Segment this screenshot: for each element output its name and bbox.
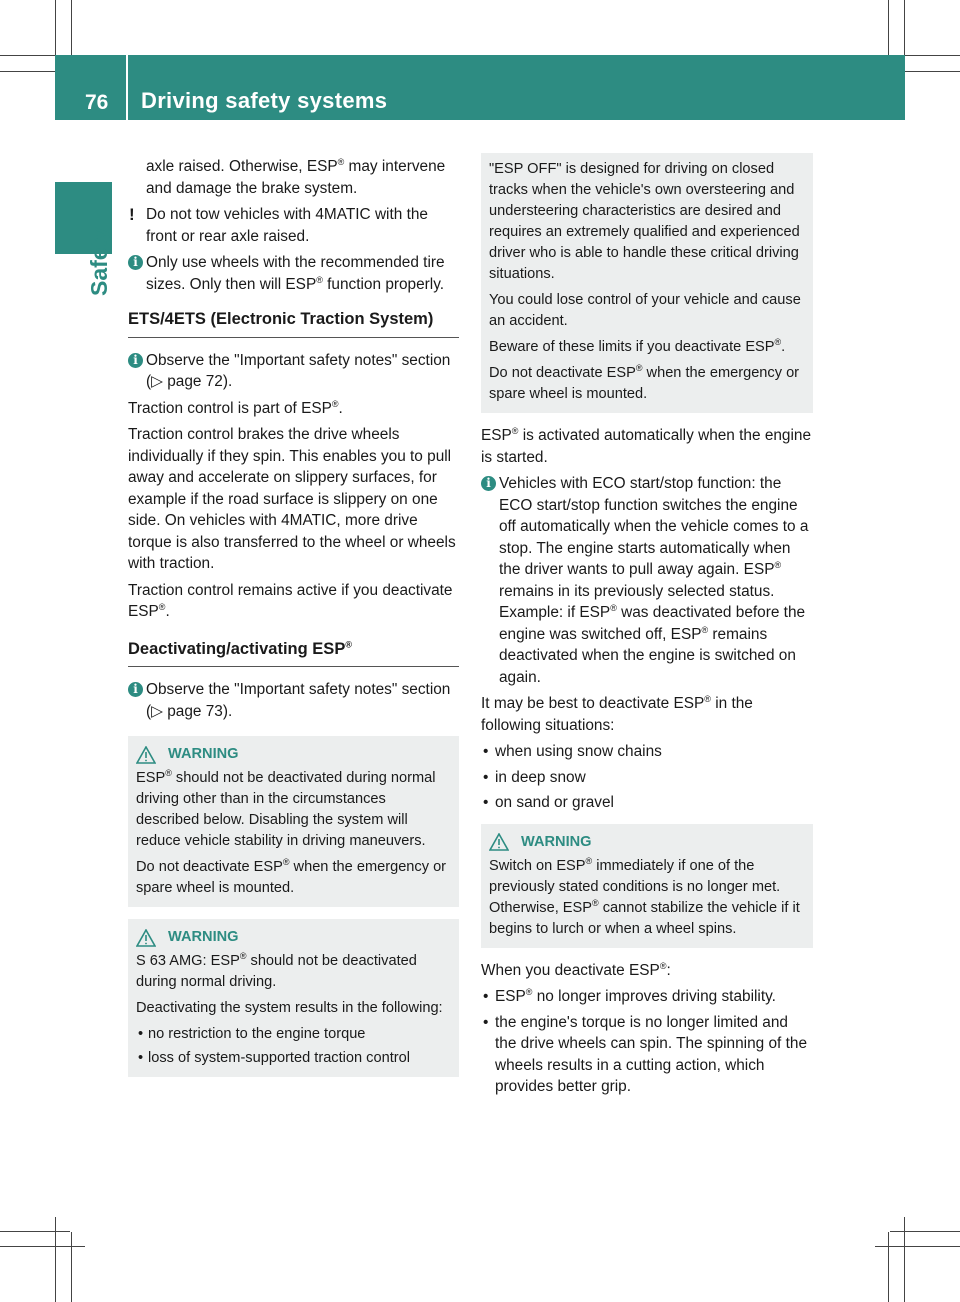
warning-text: "ESP OFF" is designed for driving on closed tracks when the vehicle's own oversteering and understeering characteristics are desired and requires an extremely qualified and experienced driver who is able to handle these critical driving situations. bbox=[489, 161, 800, 282]
crop-mark bbox=[71, 1232, 72, 1302]
header-divider bbox=[126, 55, 128, 120]
list-item-text: on sand or gravel bbox=[495, 794, 614, 811]
list-item: • in deep snow bbox=[483, 768, 586, 786]
crop-mark bbox=[0, 1246, 85, 1247]
warning-text: Switch on ESP® immediately if one of the previously stated conditions is no longer met. Otherwise, ESP® cannot stabilize the vehicle if it begins to lurch or when a wheel spins. bbox=[489, 855, 800, 937]
list-item-text: when using snow chains bbox=[495, 743, 662, 760]
warning-title: WARNING bbox=[521, 833, 592, 850]
heading-ets: ETS/4ETS (Electronic Traction System) bbox=[128, 309, 459, 338]
info-note bbox=[481, 473, 813, 688]
warning-continued-box bbox=[481, 153, 813, 413]
warning-box bbox=[128, 919, 459, 1077]
crop-mark bbox=[55, 1217, 56, 1302]
list-item: • when using snow chains bbox=[483, 743, 662, 760]
warning-title: WARNING bbox=[168, 746, 239, 762]
warning-box bbox=[128, 736, 459, 907]
info-note bbox=[128, 350, 459, 393]
info-icon: i bbox=[128, 682, 143, 697]
info-icon: i bbox=[128, 255, 143, 270]
warning-text: Deactivating the system results in the following: bbox=[136, 1000, 443, 1016]
warning-triangle-icon bbox=[489, 833, 509, 851]
warning-triangle-icon bbox=[136, 929, 156, 947]
info-note-text: Observe the "Important safety notes" section (▷ page 73). bbox=[146, 681, 451, 720]
list-item-text: in deep snow bbox=[495, 768, 586, 786]
info-note bbox=[128, 252, 459, 295]
heading-deactivating: Deactivating/activating ESP® bbox=[128, 639, 459, 668]
caution-note bbox=[128, 204, 459, 247]
warning-text: Beware of these limits if you deactivate ESP®. bbox=[489, 337, 786, 355]
list-item-text: loss of system-supported traction control bbox=[148, 1050, 410, 1066]
crop-mark bbox=[0, 1231, 70, 1232]
warning-text: S 63 AMG: ESP® should not be deactivated during normal driving. bbox=[136, 951, 417, 990]
paragraph: ESP® is activated automatically when the engine is started. bbox=[481, 425, 812, 466]
right-column bbox=[481, 153, 813, 1103]
list-item-text: no restriction to the engine torque bbox=[148, 1026, 366, 1042]
list-item: • the engine's torque is no longer limited and the drive wheels can spin. The spinning of the wheels results in a cutting action, which provides better grip. bbox=[483, 1013, 807, 1095]
list-item-text: ESP® no longer improves driving stability. bbox=[495, 986, 776, 1005]
caution-note-text: Do not tow vehicles with 4MATIC with the front or rear axle raised. bbox=[146, 206, 428, 245]
paragraph: When you deactivate ESP®: bbox=[481, 960, 671, 979]
list-item-text: the engine's torque is no longer limited and the drive wheels can spin. The spinning of the wheels results in a cutting action, which provides better grip. bbox=[495, 1013, 807, 1095]
warning-text: Do not deactivate ESP® when the emergency or spare wheel is mounted. bbox=[136, 857, 447, 896]
list-item: • no restriction to the engine torque bbox=[138, 1026, 366, 1042]
page-number: 76 bbox=[85, 91, 109, 114]
section-title: Driving safety systems bbox=[141, 88, 388, 113]
warning-list bbox=[136, 1024, 451, 1069]
paragraph: Traction control is part of ESP®. bbox=[128, 398, 343, 417]
continued-text: axle raised. Otherwise, ESP® may intervene and damage the brake system. bbox=[146, 156, 446, 197]
warning-title: WARNING bbox=[168, 929, 239, 945]
page-header bbox=[55, 55, 905, 120]
list-item: • on sand or gravel bbox=[483, 794, 614, 811]
warning-box bbox=[481, 824, 813, 948]
warning-triangle-icon bbox=[136, 746, 156, 764]
warning-header bbox=[136, 927, 451, 948]
warning-text: You could lose control of your vehicle and cause an accident. bbox=[489, 292, 801, 329]
info-note bbox=[128, 679, 459, 722]
info-icon: i bbox=[128, 353, 143, 368]
list-item: • loss of system-supported traction control bbox=[138, 1050, 410, 1066]
exclamation-icon: ! bbox=[129, 205, 135, 224]
info-note-text: Only use wheels with the recommended tire sizes. Only then will ESP® function properly. bbox=[146, 254, 445, 293]
warning-header bbox=[489, 832, 805, 853]
paragraph: It may be best to deactivate ESP® in the following situations: bbox=[481, 693, 753, 734]
left-column bbox=[128, 156, 459, 1089]
warning-text: ESP® should not be deactivated during normal driving other than in the circumstances described below. Disabling the system will reduce vehicle stability in driving maneuvers. bbox=[136, 768, 436, 849]
deactivation-effects-list bbox=[481, 986, 813, 1098]
situations-list bbox=[481, 741, 813, 814]
crop-mark bbox=[904, 1217, 905, 1302]
info-icon: i bbox=[481, 476, 496, 491]
crop-mark bbox=[875, 1246, 960, 1247]
side-tab-label: Safety bbox=[86, 226, 112, 296]
crop-mark bbox=[888, 1232, 889, 1302]
warning-header bbox=[136, 744, 451, 765]
crop-mark bbox=[890, 1231, 960, 1232]
list-item: • ESP® no longer improves driving stability. bbox=[483, 986, 776, 1005]
paragraph: Traction control brakes the drive wheels individually if they spin. This enables you to pull away and accelerate on slippery surfaces, for example if the road surface is slippery on one side. On vehicles with 4MATIC, more drive torque is also transferred to the wheel or wheels with traction. bbox=[128, 426, 456, 572]
info-note-text: Vehicles with ECO start/stop function: the ECO start/stop function switches the engine off automatically when the vehicle comes to a stop. The engine starts automatically when the driver wants to pull away again. ESP® remains in its previously selected status. Example: if ESP® was deactivated before the engine was switched off, ESP® remains deactivated when the engine is switched on again. bbox=[499, 475, 809, 686]
info-note-text: Observe the "Important safety notes" section (▷ page 72). bbox=[146, 351, 451, 390]
paragraph: Traction control remains active if you deactivate ESP®. bbox=[128, 581, 453, 620]
warning-text: Do not deactivate ESP® when the emergency or spare wheel is mounted. bbox=[489, 363, 800, 402]
